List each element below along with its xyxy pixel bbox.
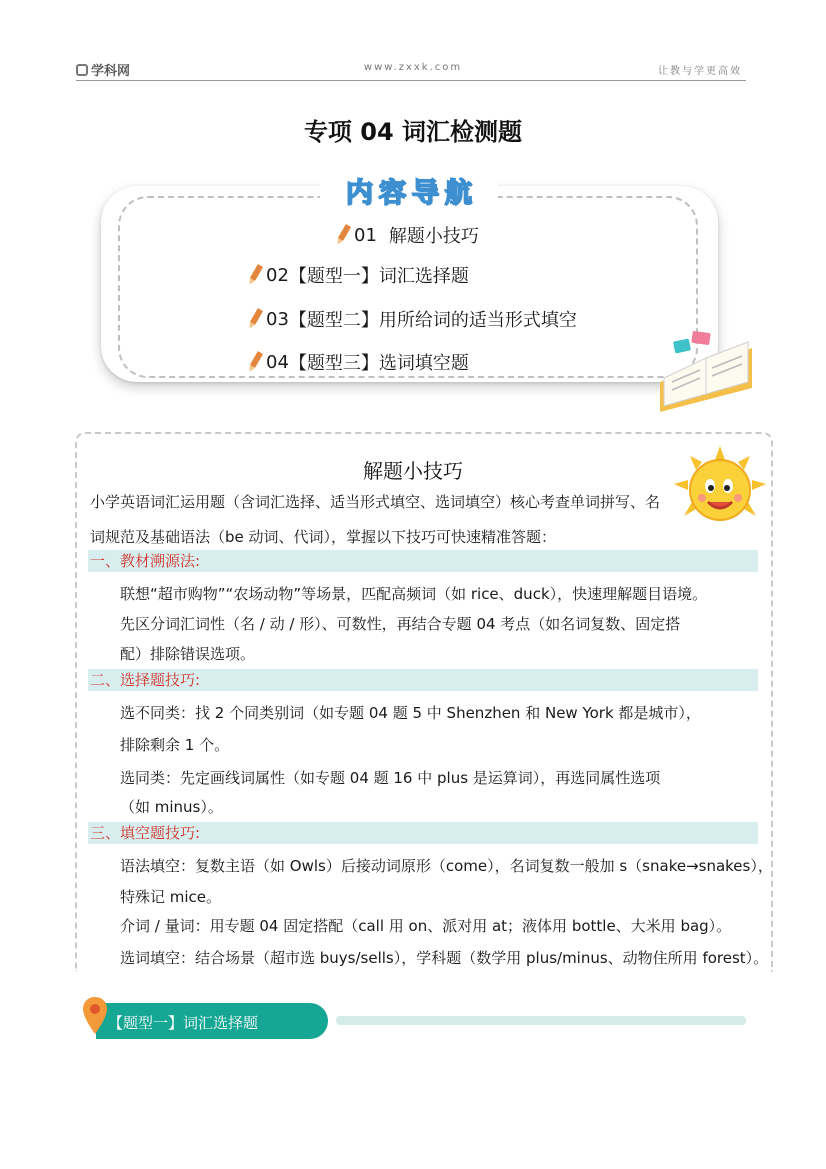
tips-text-line: 特殊记 mice。	[120, 888, 222, 906]
contents-item-number: 02	[266, 264, 289, 286]
tips-title: 解题小技巧	[363, 459, 463, 483]
contents-heading-char: 航	[445, 177, 472, 209]
contents-item-label: 【题型三】选词填空题	[288, 353, 469, 374]
logo-text: 学科网	[91, 64, 131, 79]
sun-mascot-icon	[670, 446, 770, 530]
section-banner-rule	[336, 1016, 746, 1025]
tips-text-line: 选同类：先定画线词属性（如专题 04 题 16 中 plus 是运算词），再选同属性选项	[120, 769, 661, 787]
tips-intro-line: 词规范及基础语法（be 动词、代词），掌握以下技巧可快速精准答题：	[90, 528, 557, 546]
site-url[interactable]: www.zxxk.com	[363, 62, 463, 73]
contents-item-label: 【题型二】用所给词的适当形式填空	[288, 310, 577, 331]
contents-item-label: 解题小技巧	[388, 226, 479, 247]
tips-text-line: （如 minus）。	[120, 798, 223, 816]
tips-text-line: 先区分词汇词性（名 / 动 / 形）、可数性，再结合专题 04 考点（如名词复数、固定搭	[120, 615, 681, 633]
location-pin-icon	[82, 996, 108, 1036]
document-title: 专项 04 词汇检测题	[303, 118, 523, 146]
tips-text-line: 选词填空：结合场景（超市选 buys/sells），学科题（数学用 plus/minus、动物住所用 forest）。	[120, 949, 769, 967]
tips-text-line: 配）排除错误选项。	[120, 645, 256, 663]
tips-text-line: 联想“超市购物”“农场动物”等场景，匹配高频词（如 rice、duck），快速理解题目语境。	[120, 585, 708, 603]
contents-heading-char: 容	[379, 177, 406, 209]
contents-item-number: 01	[354, 224, 377, 246]
section-banner-label: 【题型一】词汇选择题	[108, 1014, 259, 1032]
section-label-textbook: 一、教材溯源法:	[90, 552, 201, 570]
contents-item-number: 04	[266, 351, 289, 373]
tips-text-line: 介词 / 量词：用专题 04 固定搭配（call 用 on、派对用 at；液体用 bottle、大米用 bag）。	[120, 917, 732, 935]
header-divider	[76, 80, 746, 81]
section-label-fill: 三、填空题技巧:	[90, 824, 201, 842]
contents-item-number: 03	[266, 308, 289, 330]
contents-item-type2[interactable]	[250, 306, 577, 332]
section-label-choice: 二、选择题技巧:	[90, 671, 201, 689]
site-slogan: 让教与学更高效	[658, 66, 742, 77]
contents-item-type3[interactable]	[250, 349, 469, 375]
contents-heading	[320, 170, 498, 210]
tips-text-line: 语法填空：复数主语（如 Owls）后接动词原形（come），名词复数一般加 s（snake→snakes），	[120, 857, 773, 875]
open-book-icon	[656, 328, 756, 414]
tips-intro-line: 小学英语词汇运用题（含词汇选择、适当形式填空、选词填空）核心考查单词拼写、名	[90, 493, 661, 511]
tips-text-line: 排除剩余 1 个。	[120, 736, 230, 754]
contents-heading-char: 内	[346, 177, 373, 209]
tips-text-line: 选不同类：找 2 个同类别词（如专题 04 题 5 中 Shenzhen 和 New York 都是城市），	[120, 704, 701, 722]
contents-heading-char: 导	[412, 177, 439, 209]
contents-item-type1[interactable]	[250, 262, 469, 288]
contents-item-tips[interactable]	[338, 222, 479, 248]
contents-item-label: 【题型一】词汇选择题	[288, 266, 469, 287]
